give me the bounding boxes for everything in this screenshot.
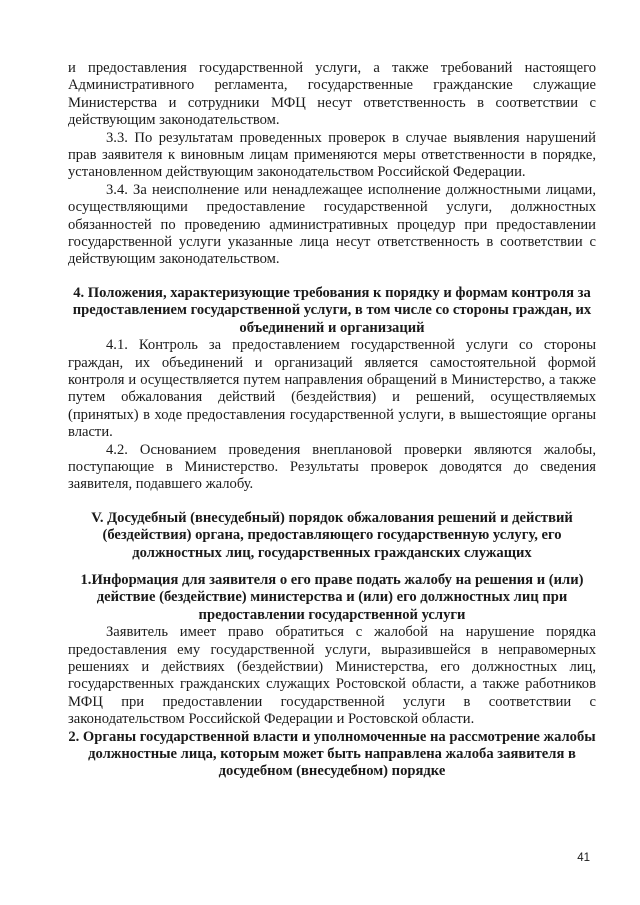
paragraph-3-3: 3.3. По результатам проведенных проверок в случае выявления нарушений прав заявителя к виновным лицам применяются меры ответственности в порядке, установленном действующим законодательством Российской Федерации. (68, 129, 596, 181)
subsection-1-heading: 1.Информация для заявителя о его праве подать жалобу на решения и (или) действие (бездействие) министерства и (или) его должностных лиц при предоставлении государственной услуги (80, 571, 584, 623)
page-body (68, 60, 596, 781)
paragraph-4-1: 4.1. Контроль за предоставлением государственной услуги со стороны граждан, их объединений и организаций является самостоятельной формой контроля и осуществляется путем направления обращений в Министерство, а также путем обжалования действий (бездействия) и решений, осуществляемых (принятых) в ходе предоставления государственной услуги, в вышестоящие органы власти. (68, 337, 596, 441)
spacer (68, 269, 596, 285)
section-5-heading: V. Досудебный (внесудебный) порядок обжалования решений и действий (бездействия) органа, предоставляющего государственную услугу, его должностных лиц, государственных гражданских служащих (91, 509, 573, 561)
page-number: 41 (577, 852, 590, 864)
paragraph-4-2: 4.2. Основанием проведения внеплановой проверки являются жалобы, поступающие в Министерство. Результаты проверок доводятся до сведения заявителя, подавшего жалобу. (68, 441, 596, 493)
section-4-heading: 4. Положения, характеризующие требования к порядку и формам контроля за предоставлением государственной услуги, в том числе со стороны граждан, их объединений и организаций (72, 284, 592, 336)
spacer (68, 562, 596, 572)
paragraph-3-4: 3.4. За неисполнение или ненадлежащее исполнение должностными лицами, осуществляющими предоставление государственной услуги, должностных обязанностей по проведению административных процедур при предоставлении государственной услуги указанные лица несут ответственность в соответствии с действующим законодательством. (68, 181, 596, 268)
subsection-2-heading: 2. Органы государственной власти и уполномоченные на рассмотрение жалобы должностные лица, которым может быть направлена жалоба заявителя в досудебном (внесудебном) порядке (68, 728, 596, 780)
subsection-1-text: Заявитель имеет право обратиться с жалобой на нарушение порядка предоставления ему государственной услуги, выразившейся в неправомерных решениях и действиях (бездействии) Министерства, его должностных лиц, государственных гражданских служащих Ростовской области, а также работников МФЦ при предоставлении государственной услуги в соответствии с законодательством Российской Федерации и Ростовской области. (68, 624, 596, 728)
paragraph-continuation: и предоставления государственной услуги, а также требований настоящего Административного регламента, государственные гражданские служащие Министерства и сотрудники МФЦ несут ответственность в соответствии с действующим законодательством. (68, 60, 596, 129)
spacer (68, 494, 596, 510)
